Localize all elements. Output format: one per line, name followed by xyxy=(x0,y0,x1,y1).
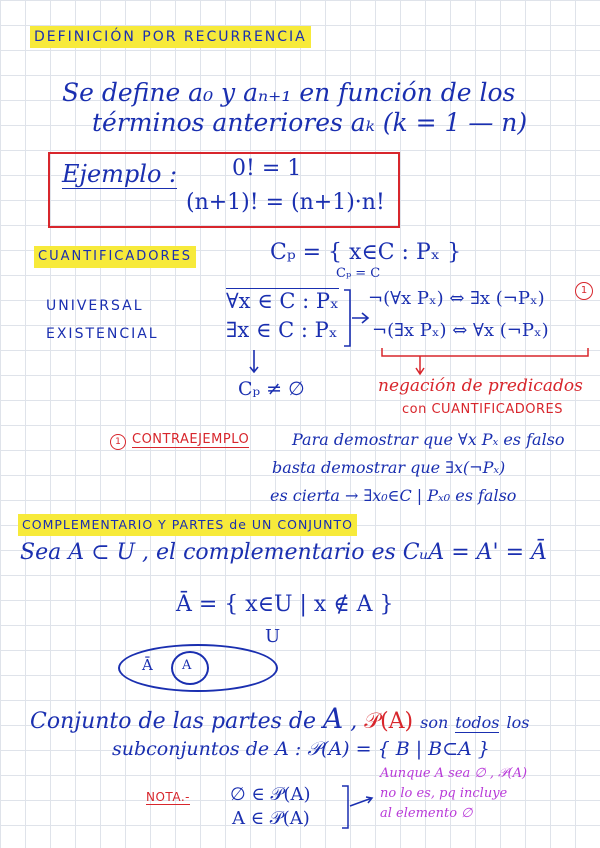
parts-line-1 xyxy=(30,702,529,735)
label-universal: UNIVERSAL xyxy=(46,298,144,314)
nota-side-3: al elemento ∅ xyxy=(380,806,473,821)
parts-son: son xyxy=(420,713,449,732)
exists-statement: ∃x ∈ C : Pₓ xyxy=(226,318,338,342)
cp-nonempty: Cₚ ≠ ∅ xyxy=(238,378,305,400)
universe-label: U xyxy=(265,626,281,647)
contraejemplo-line-2: basta demostrar que ∃x(¬Pₓ) xyxy=(272,458,506,477)
nota-label: NOTA.- xyxy=(146,790,190,804)
negation-note-1: negación de predicados xyxy=(378,376,583,396)
label-existencial: EXISTENCIAL xyxy=(46,326,159,342)
negation-note-2: con CUANTIFICADORES xyxy=(402,402,563,417)
abar-definition: Ā = { x∈U | x ∉ A } xyxy=(176,592,394,617)
parts-los: los xyxy=(506,713,530,732)
parts-todos: todos xyxy=(455,713,500,732)
down-arrow xyxy=(248,350,260,376)
cp-equals-c: Cₚ = C xyxy=(336,266,381,281)
parts-comma: , xyxy=(350,709,358,734)
negation-forall: ¬(∀x Pₓ) ⇔ ∃x (¬Pₓ) xyxy=(368,288,545,309)
nota-bracket-arrow xyxy=(340,784,376,834)
contraejemplo-line-1: Para demostrar que ∀x Pₓ es falso xyxy=(292,430,565,449)
parts-line-2: subconjuntos de A : 𝒫(A) = { B | B⊂A } xyxy=(112,738,490,760)
contraejemplo-line-3: es cierta → ∃x₀∈C | Pₓ₀ es falso xyxy=(270,486,517,505)
example-label: Ejemplo : xyxy=(62,160,178,188)
venn-a-label: A xyxy=(182,658,192,673)
section-title-recurrencia: DEFINICIÓN POR RECURRENCIA xyxy=(30,26,311,48)
parts-text: Conjunto de las partes de xyxy=(30,709,316,734)
venn-complement-label: Ā xyxy=(142,656,153,674)
section-title-complementario: COMPLEMENTARIO Y PARTES de UN CONJUNTO xyxy=(18,514,357,536)
cp-definition: Cₚ = { x∈C : Pₓ } xyxy=(270,240,462,265)
complement-definition: Sea A ⊂ U , el complementario es CᵤA = A' = Ā xyxy=(20,540,547,565)
contraejemplo-label: CONTRAEJEMPLO xyxy=(132,432,250,447)
bracket-arrow xyxy=(340,288,370,352)
contraejemplo-number: 1 xyxy=(110,434,126,450)
forall-statement: ∀x ∈ C : Pₓ xyxy=(226,289,339,313)
negation-exists: ¬(∃x Pₓ) ⇔ ∀x (¬Pₓ) xyxy=(372,320,549,341)
nota-line-1: ∅ ∈ 𝒫(A) xyxy=(230,784,311,805)
parts-set-a: A xyxy=(322,702,344,735)
circle-one-marker: 1 xyxy=(575,282,593,300)
nota-side-1: Aunque A sea ∅ , 𝒫(A) xyxy=(380,766,528,781)
example-equation-1: 0! = 1 xyxy=(232,156,302,181)
nota-side-2: no lo es, pq incluye xyxy=(380,786,508,801)
section-title-cuantificadores: CUANTIFICADORES xyxy=(34,246,196,268)
negation-bracket xyxy=(380,346,600,380)
nota-line-2: A ∈ 𝒫(A) xyxy=(232,808,310,829)
parts-power-set: 𝒫(A) xyxy=(364,709,414,734)
recurrence-line-1: Se define a₀ y aₙ₊₁ en función de los xyxy=(62,78,516,107)
example-equation-2: (n+1)! = (n+1)·n! xyxy=(186,190,385,215)
recurrence-line-2: términos anteriores aₖ (k = 1 — n) xyxy=(92,108,528,137)
